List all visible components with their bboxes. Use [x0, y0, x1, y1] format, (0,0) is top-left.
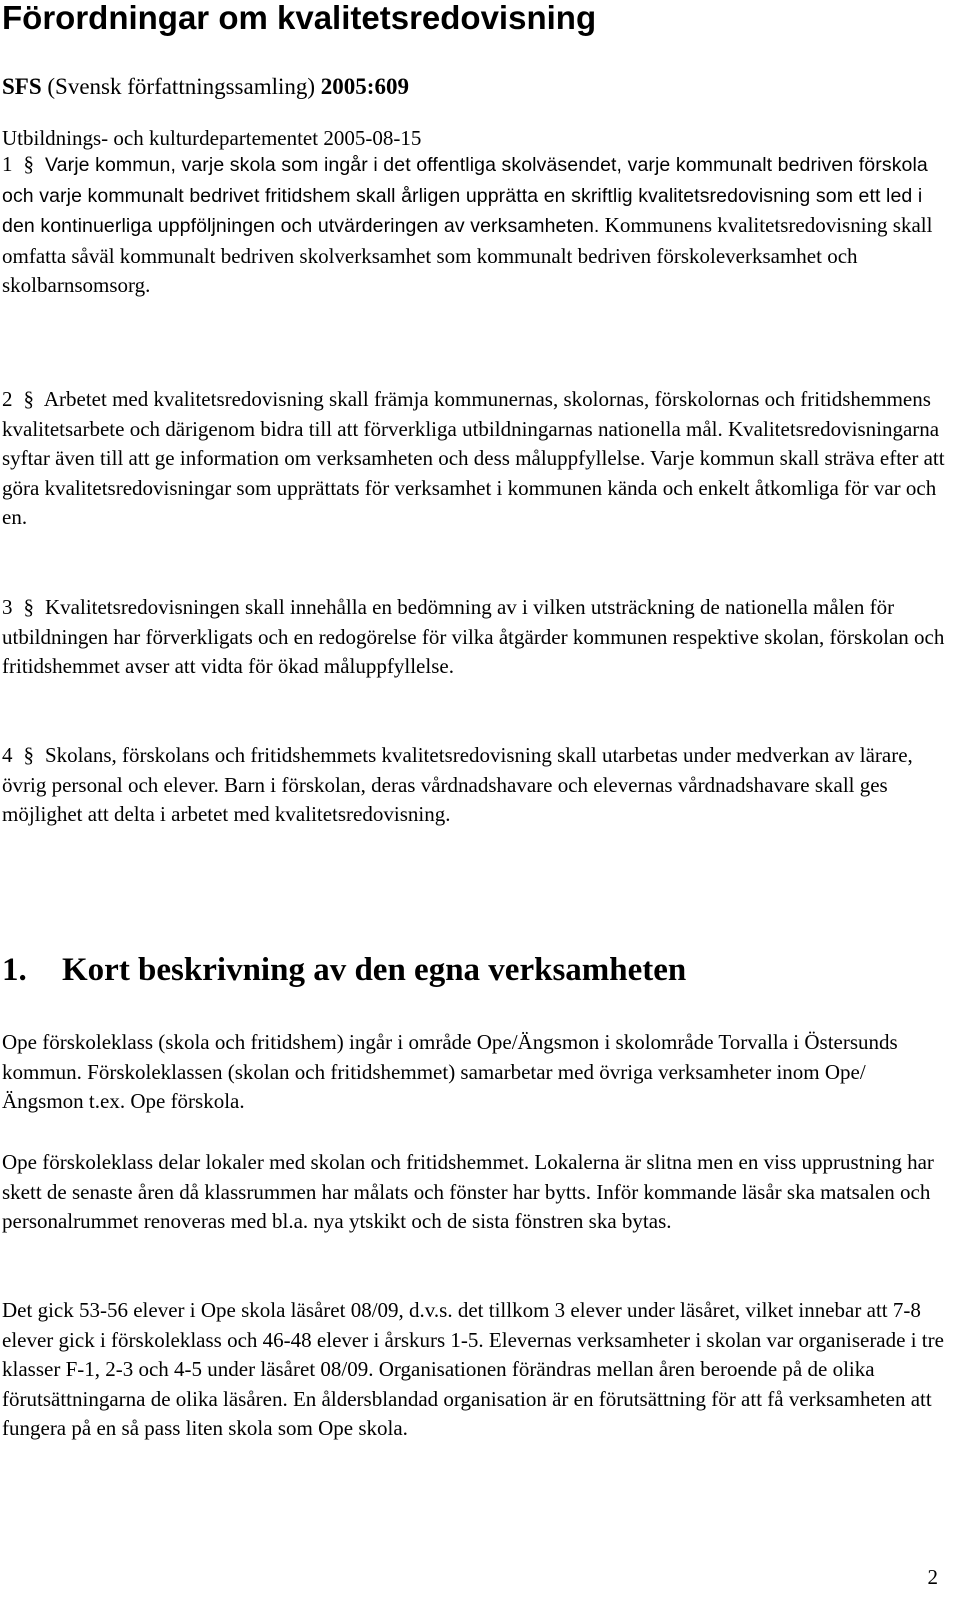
body-paragraph-1: Ope förskoleklass (skola och fritidshem) ingår i område Ope/Ängsmon i skolområde Torvalla i Östersunds kommun. Förskoleklassen (skolan och fritidshemmet) samarbetar med övriga verksamheter inom Ope/Ängsmon t.ex. Ope förskola. [2, 1030, 898, 1114]
sfs-number: 2005:609 [320, 74, 409, 99]
section-heading [2, 948, 686, 992]
section-1 [2, 150, 947, 301]
paragraph-sign: § [23, 387, 34, 411]
section-2-text: Arbetet med kvalitetsredovisning skall främja kommunernas, skolornas, förskolornas och fritidshemmens kvalitetsarbete och därigenom bidra till att förverkliga utbildningarnas nationella mål. Kvalitetsredovisningarna syftar även till att ge information om verksamheten och dess måluppfyllelse. Varje kommun skall sträva efter att göra kvalitetsredovisningar som upprättats för verksamhet i kommunen kända och enkelt åtkomliga för var och en. [2, 387, 945, 530]
heading-text: Kort beskrivning av den egna verksamheten [62, 952, 687, 988]
section-1-text-serif: Kommunens kvalitetsredovisning skall omfatta såväl kommunalt bedriven skolverksamhet som kommunalt bedriven förskoleverksamhet och skolbarnsomsorg. [2, 213, 933, 298]
body-paragraph-3: Det gick 53-56 elever i Ope skola läsåret 08/09, d.v.s. det tillkom 3 elever under läsåret, vilket innebar att 7-8 elever gick i förskoleklass och 46-48 elever i årskurs 1-5. Elevernas verksamheter i skolan var organiserade i tre klasser F-1, 2-3 och 4-5 under läsåret 08/09. Organisationen förändras mellan åren beroende på de olika förutsättningarna de olika läsåren. En åldersblandad organisation är en förutsättning för att få verksamheten att fungera på en så pass liten skola som Ope skola. [2, 1298, 944, 1441]
department-date: Utbildnings- och kulturdepartementet 2005-08-15 [2, 126, 422, 150]
section-3 [2, 593, 947, 682]
paragraph-sign: § [23, 152, 34, 176]
section-1-number: 1 [2, 152, 13, 176]
sfs-abbreviation: SFS [2, 74, 42, 99]
document-title: Förordningar om kvalitetsredovisning [2, 0, 597, 36]
section-4-number: 4 [2, 743, 13, 767]
page-number: 2 [927, 1565, 938, 1589]
section-2 [2, 385, 947, 533]
section-3-number: 3 [2, 595, 13, 619]
paragraph-sign: § [23, 743, 34, 767]
section-4-text: Skolans, förskolans och fritidshemmets kvalitetsredovisning skall utarbetas under medverkan av lärare, övrig personal och elever. Barn i förskolan, deras vårdnadshavare och elevernas vårdnadshavare skall ges möjlighet att delta i arbetet med kvalitetsredovisning. [2, 743, 913, 827]
section-2-number: 2 [2, 387, 13, 411]
sfs-description: (Svensk författningssamling) [41, 74, 321, 99]
heading-number: 1. [2, 952, 27, 988]
section-3-text: Kvalitetsredovisningen skall innehålla en bedömning av i vilken utsträckning de nationella målen för utbildningen har förverkligats och en redogörelse för vilka åtgärder kommunen respektive skolan, förskolan och fritidshemmet avser att vidta för ökad måluppfyllelse. [2, 595, 945, 679]
sfs-reference [2, 72, 409, 102]
section-4 [2, 741, 947, 830]
paragraph-sign: § [23, 595, 34, 619]
body-paragraph-2: Ope förskoleklass delar lokaler med skolan och fritidshemmet. Lokalerna är slitna men en viss upprustning har skett de senaste åren då klassrummen har målats och fönster har bytts. Inför kommande läsår ska matsalen och personalrummet renoveras med bl.a. nya ytskikt och de sista fönstren ska bytas. [2, 1150, 934, 1234]
section-1-text-sans: Varje kommun, varje skola som ingår i det offentliga skolväsendet, varje kommunalt bedriven förskola och varje kommunalt bedrivet fritidshem skall årligen upprätta en skriftlig kvalitetsredovisning som ett led i den kontinuerliga uppföljningen och utvärderingen av verksamheten. [2, 154, 928, 238]
